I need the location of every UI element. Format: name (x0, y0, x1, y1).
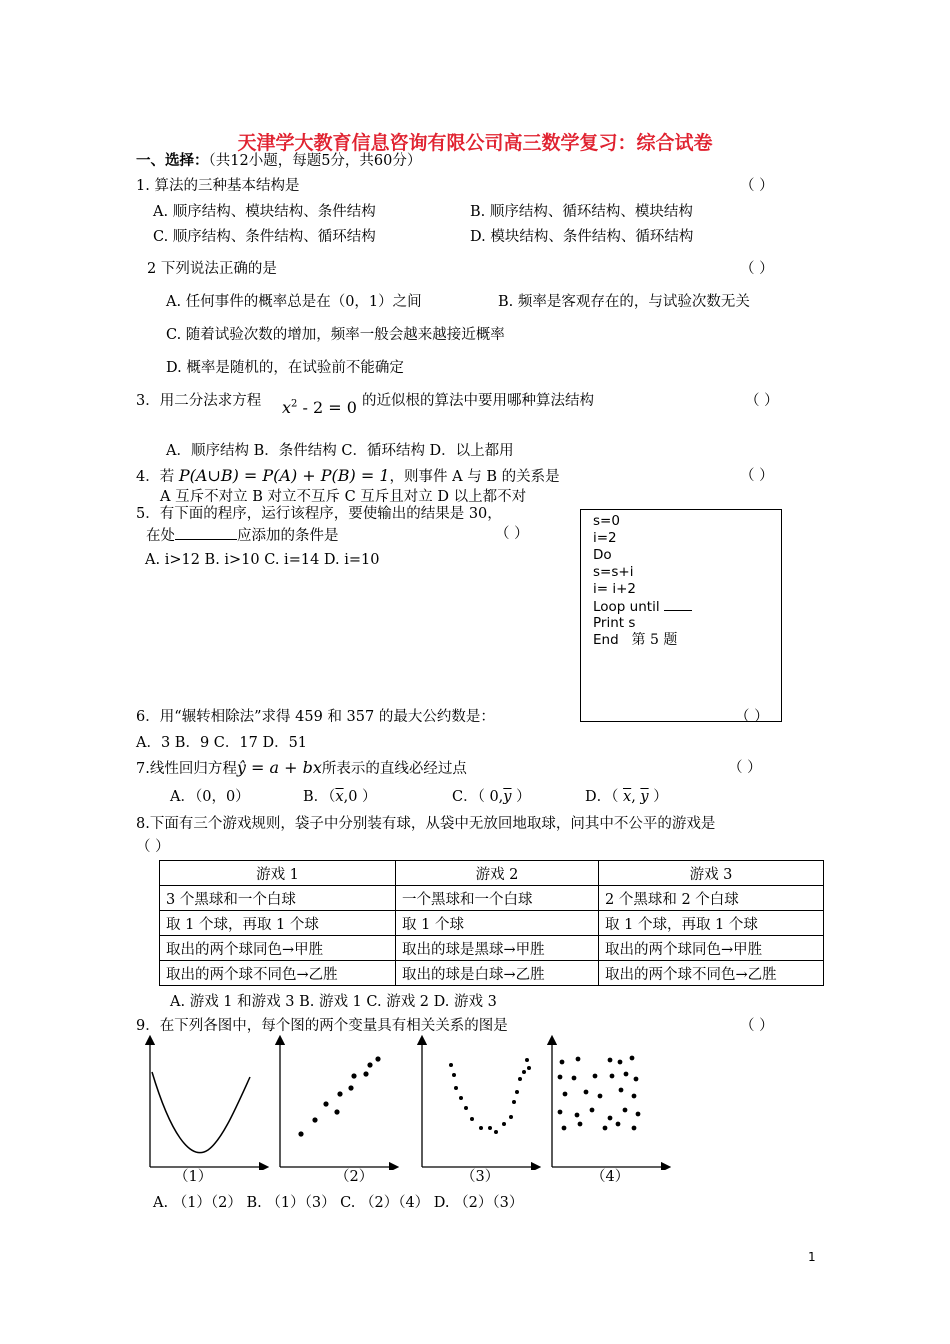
table-cell: 3 个黑球和一个白球 (160, 886, 396, 911)
figure-3-label: （3） (461, 1169, 500, 1185)
program-line-2: i=2 (593, 530, 617, 546)
q5-stem-line2b: 应添加的条件是 (237, 528, 339, 544)
table-header-row (160, 861, 824, 886)
q2-answer-paren: （ ） (740, 261, 774, 277)
q2-option-c: C. 随着试验次数的增加，频率一般会越来越接近概率 (166, 327, 505, 343)
q4-stem-post: ，则事件 A 与 B 的关系是 (389, 469, 560, 485)
q4-options: A 互斥不对立 B 对立不互斥 C 互斥且对立 D 以上都不对 (160, 489, 527, 505)
q6-answer-paren: （ ） (735, 709, 769, 725)
q7-option-d-mid: , (631, 789, 641, 805)
table-header-cell: 游戏 2 (396, 861, 599, 886)
q2-option-d: D. 概率是随机的，在试验前不能确定 (166, 360, 404, 376)
exam-title: 天津学大教育信息咨询有限公司高三数学复习：综合试卷 (237, 132, 713, 154)
q7-stem (136, 759, 467, 778)
q7-option-c-y: $\overline{y}$ (503, 789, 512, 805)
table-header-cell: 游戏 1 (160, 861, 396, 886)
q3-eq-x: x (282, 398, 292, 417)
table-row (160, 961, 824, 986)
q8-options: A. 游戏 1 和游戏 3 B. 游戏 1 C. 游戏 2 D. 游戏 3 (170, 994, 497, 1010)
figure-1-curve-plot (150, 1040, 264, 1167)
q7-option-d-post: ） (648, 789, 668, 805)
q7-option-b (303, 788, 377, 806)
program-line-6 (593, 598, 692, 616)
q3-equation (282, 398, 357, 417)
table-cell: 取出的两个球不同色→乙胜 (599, 961, 824, 986)
q7-option-d-y: $\overline{y}$ (640, 789, 649, 805)
q4-stem (136, 467, 560, 486)
program-line-8-text: End (593, 632, 619, 648)
table-row (160, 936, 824, 961)
q7-option-c-pre: C．（ 0, (452, 789, 504, 805)
q9-answer-paren: （ ） (740, 1018, 774, 1034)
section-heading-label: 一、选择： (136, 152, 209, 169)
figure-4-label: （4） (591, 1169, 630, 1185)
q1-option-c: C. 顺序结构、条件结构、循环结构 (153, 229, 376, 245)
q7-option-c (452, 788, 531, 806)
table-cell: 取出的两个球同色→甲胜 (599, 936, 824, 961)
q7-stem-post: 所表示的直线必经过点 (321, 761, 467, 777)
q7-equation: ŷ = a + bx (236, 758, 322, 777)
q6-options: A．3 B．9 C．17 D．51 (136, 735, 308, 751)
table-row (160, 886, 824, 911)
program-line-6-text: Loop until (593, 599, 660, 615)
table-cell: 取出的两个球同色→甲胜 (160, 936, 396, 961)
figure-3-curved-scatter (422, 1040, 536, 1167)
q3-eq-exponent: 2 (291, 398, 298, 410)
q8-answer-paren: （ ） (136, 839, 170, 855)
q3-stem-pre: 3．用二分法求方程 (136, 393, 262, 409)
q1-option-a: A. 顺序结构、模块结构、条件结构 (153, 204, 376, 220)
program-blank (664, 598, 692, 611)
q2-stem: 2 下列说法正确的是 (147, 261, 277, 277)
table-header-cell: 游戏 3 (599, 861, 824, 886)
q4-answer-paren: （ ） (740, 468, 774, 484)
table-cell: 取 1 个球，再取 1 个球 (599, 911, 824, 936)
table-cell: 一个黑球和一个白球 (396, 886, 599, 911)
figure-2-linear-scatter (280, 1040, 394, 1167)
q7-option-b-post: ,0 ） (343, 789, 377, 805)
q7-option-b-pre: B．（ (303, 789, 336, 805)
q7-option-d-pre: D．（ (585, 789, 623, 805)
q3-options: A．顺序结构 B．条件结构 C．循环结构 D．以上都用 (166, 443, 514, 459)
q7-option-d-x: $\overline{x}$ (623, 789, 632, 805)
q5-options: A. i>12 B. i>10 C. i=14 D. i=10 (145, 552, 380, 568)
section-note: （共12小题，每题5分，共60分） (208, 153, 422, 169)
program-line-5: i= i+2 (593, 581, 637, 597)
q9-figures (140, 1032, 680, 1170)
program-line-8 (593, 632, 677, 649)
q4-stem-pre: 4．若 (136, 469, 179, 485)
q1-stem: 1. 算法的三种基本结构是 (136, 178, 300, 194)
q9-stem: 9．在下列各图中，每个图的两个变量具有相关关系的图是 (136, 1018, 508, 1034)
q5-stem-line2 (146, 525, 339, 545)
table-cell: 取出的两个球不同色→乙胜 (160, 961, 396, 986)
figure-1-label: （1） (174, 1169, 213, 1185)
q7-option-b-x: $\overline{x}$ (335, 789, 344, 805)
q7-option-d (585, 788, 668, 806)
table-cell: 取 1 个球 (396, 911, 599, 936)
table-cell: 2 个黑球和 2 个白球 (599, 886, 824, 911)
q5-blank (175, 525, 237, 540)
table-cell: 取 1 个球，再取 1 个球 (160, 911, 396, 936)
q7-option-c-post: ） (511, 789, 531, 805)
q5-stem-line2a: 在处 (146, 528, 175, 544)
q7-stem-pre: 7.线性回归方程 (136, 761, 237, 777)
table-cell: 取出的球是黑球→甲胜 (396, 936, 599, 961)
q3-stem-post: 的近似根的算法中要用哪种算法结构 (362, 393, 594, 409)
q8-stem: 8.下面有三个游戏规则，袋子中分别装有球，从袋中无放回地取球，问其中不公平的游戏是 (136, 816, 716, 832)
program-line-3: Do (593, 547, 612, 563)
q4-equation: P(A∪B) = P(A) + P(B) = 1 (178, 466, 390, 485)
q1-option-b: B. 顺序结构、循环结构、模块结构 (470, 204, 693, 220)
q1-option-d: D. 模块结构、条件结构、循环结构 (470, 229, 694, 245)
table-cell: 取出的球是白球→乙胜 (396, 961, 599, 986)
section-heading (136, 152, 421, 170)
table-row (160, 911, 824, 936)
q1-answer-paren: （ ） (740, 178, 774, 194)
q6-stem: 6．用“辗转相除法”求得 459 和 357 的最大公约数是： (136, 709, 495, 725)
page-number: 1 (808, 1250, 816, 1264)
q8-game-table (159, 860, 824, 986)
program-line-4: s=s+i (593, 564, 634, 580)
figure-4-random-scatter (552, 1040, 666, 1167)
program-line-7: Print s (593, 615, 636, 631)
program-caption: 第 5 题 (631, 632, 678, 648)
figure-2-label: （2） (335, 1169, 374, 1185)
q5-stem-line1: 5．有下面的程序，运行该程序，要使输出的结果是 30， (136, 506, 502, 522)
q3-eq-rest: - 2 = 0 (297, 398, 357, 417)
q9-options: A. （1）（2） B. （1）（3） C. （2）（4） D. （2）（3） (153, 1195, 524, 1211)
q3-answer-paren: （ ） (745, 393, 779, 409)
q2-option-b: B. 频率是客观存在的，与试验次数无关 (498, 294, 750, 310)
program-line-1: s=0 (593, 513, 620, 529)
q7-answer-paren: （ ） (728, 760, 762, 776)
q7-option-a: A．（0，0） (170, 789, 250, 805)
q5-answer-paren: （ ） (495, 526, 529, 542)
q2-option-a: A. 任何事件的概率总是在（0，1）之间 (166, 294, 422, 310)
